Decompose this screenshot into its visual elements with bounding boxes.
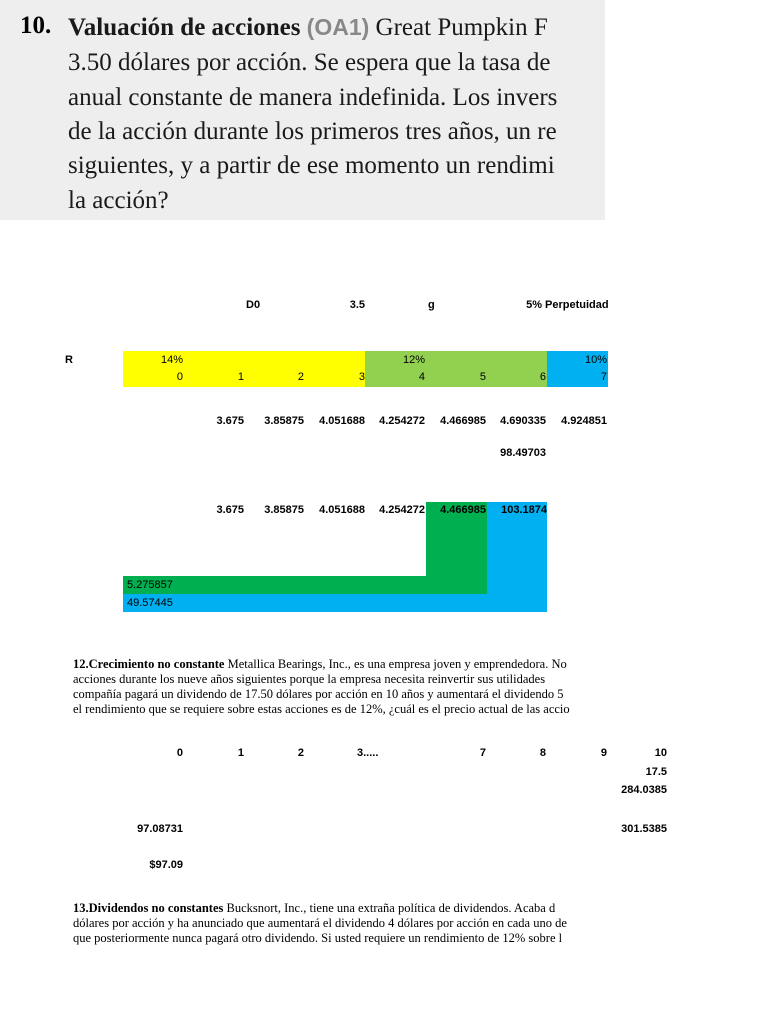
problem-10-code: (OA1)	[306, 14, 370, 40]
row2-cell: 4.254272	[379, 504, 425, 516]
d0-label: D0	[246, 299, 261, 311]
period-cell: 1	[237, 371, 244, 383]
period-cell: 4	[418, 371, 425, 383]
problem-10-line-4: de la acción durante los primeros tres años, un re	[68, 118, 557, 145]
row2-cell: 3.675	[216, 504, 244, 516]
dividend-10: 17.5	[645, 766, 667, 778]
d0-value: 3.5	[349, 299, 365, 311]
period-cell: 0	[176, 371, 183, 383]
perpetuidad-label: Perpetuidad	[545, 299, 609, 311]
period-cell: 8	[539, 747, 546, 759]
perpetuity-value: 98.49703	[500, 447, 546, 459]
period-cell: 10	[654, 747, 667, 759]
dividend-cell: 3.85875	[264, 415, 304, 427]
rate-14: 14%	[160, 354, 183, 366]
problem-12-line-1	[73, 657, 668, 672]
period-cell: 2	[297, 371, 304, 383]
problem-12-line-1-rest: Metallica Bearings, Inc., es una empresa joven y emprendedora. No	[224, 657, 567, 671]
period-cell: 6	[539, 371, 546, 383]
problem-10-line-3: anual constante de manera indefinida. Los invers	[68, 84, 558, 111]
dividend-cell: 4.690335	[500, 415, 546, 427]
problem-10-title: Valuación de acciones	[68, 14, 301, 41]
problem-12-line-4: el rendimiento que se requiere sobre estas acciones es de 12%, ¿cuál es el precio actual de las accio	[73, 702, 570, 716]
problem-10-line-1	[68, 12, 548, 43]
problem-13-line-1-rest: Bucksnort, Inc., tiene una extraña política de dividendos. Acaba d	[223, 901, 556, 915]
blue-row	[123, 594, 547, 612]
row2-cell: 4.051688	[319, 504, 365, 516]
g-value: 5%	[526, 299, 542, 311]
period-cell: 3	[358, 371, 365, 383]
problem-number: 10.	[20, 12, 52, 39]
problem-10-line-1-rest: Great Pumpkin F	[375, 14, 548, 41]
problem-10-line-6: la acción?	[68, 187, 169, 214]
problem-13-title: 13.Dividendos no constantes	[73, 901, 224, 915]
rate-12: 12%	[402, 354, 425, 366]
price-year-9: 284.0385	[621, 784, 667, 796]
dividend-cell: 3.675	[216, 415, 244, 427]
dividend-cell: 4.466985	[440, 415, 486, 427]
period-cell: 5	[479, 371, 486, 383]
problem-13-line-1	[73, 901, 668, 916]
problem-12-title: 12.Crecimiento no constante	[73, 657, 225, 671]
period-cell: 9	[600, 747, 607, 759]
row2-cell: 103.1874	[501, 504, 547, 516]
stock-price: $97.09	[149, 859, 183, 871]
problem-13-line-2: dólares por acción y ha anunciado que aumentará el dividendo 4 dólares por acción en cada uno de	[73, 916, 567, 930]
present-value: 97.08731	[137, 823, 183, 835]
pv-green-value: 5.275857	[127, 579, 173, 591]
problem-10-text	[0, 0, 605, 220]
green-row	[123, 576, 487, 594]
r-label: R	[65, 354, 73, 366]
row2-cell: 4.466985	[440, 504, 486, 516]
dividend-cell: 4.254272	[379, 415, 425, 427]
period-cell: 3.....	[357, 747, 379, 759]
period-cell: 7	[479, 747, 486, 759]
rate-10: 10%	[584, 354, 607, 366]
dividend-cell: 4.051688	[319, 415, 365, 427]
period-cell: 1	[237, 747, 244, 759]
period-cell: 2	[297, 747, 304, 759]
problem-13-line-3: que posteriormente nunca pagará otro dividendo. Si usted requiere un rendimiento de 12% sobre l	[73, 931, 563, 945]
g-label: g	[428, 299, 435, 311]
problem-12-line-2: acciones durante los nueve años siguientes porque la empresa necesita reinvertir sus utilidades	[73, 672, 546, 686]
dividend-cell: 4.924851	[561, 415, 607, 427]
problem-10-line-5: siguientes, y a partir de ese momento un rendimi	[68, 152, 555, 179]
problem-12-line-3: compañía pagará un dividendo de 17.50 dólares por acción en 10 años y aumentará el dividendo 5	[73, 687, 564, 701]
period-cell: 7	[600, 371, 607, 383]
pv-blue-value: 49.57445	[127, 597, 173, 609]
total-year-10: 301.5385	[621, 823, 667, 835]
row2-cell: 3.85875	[264, 504, 304, 516]
problem-10-line-2: 3.50 dólares por acción. Se espera que la tasa de	[68, 49, 551, 76]
period-cell: 0	[176, 747, 183, 759]
